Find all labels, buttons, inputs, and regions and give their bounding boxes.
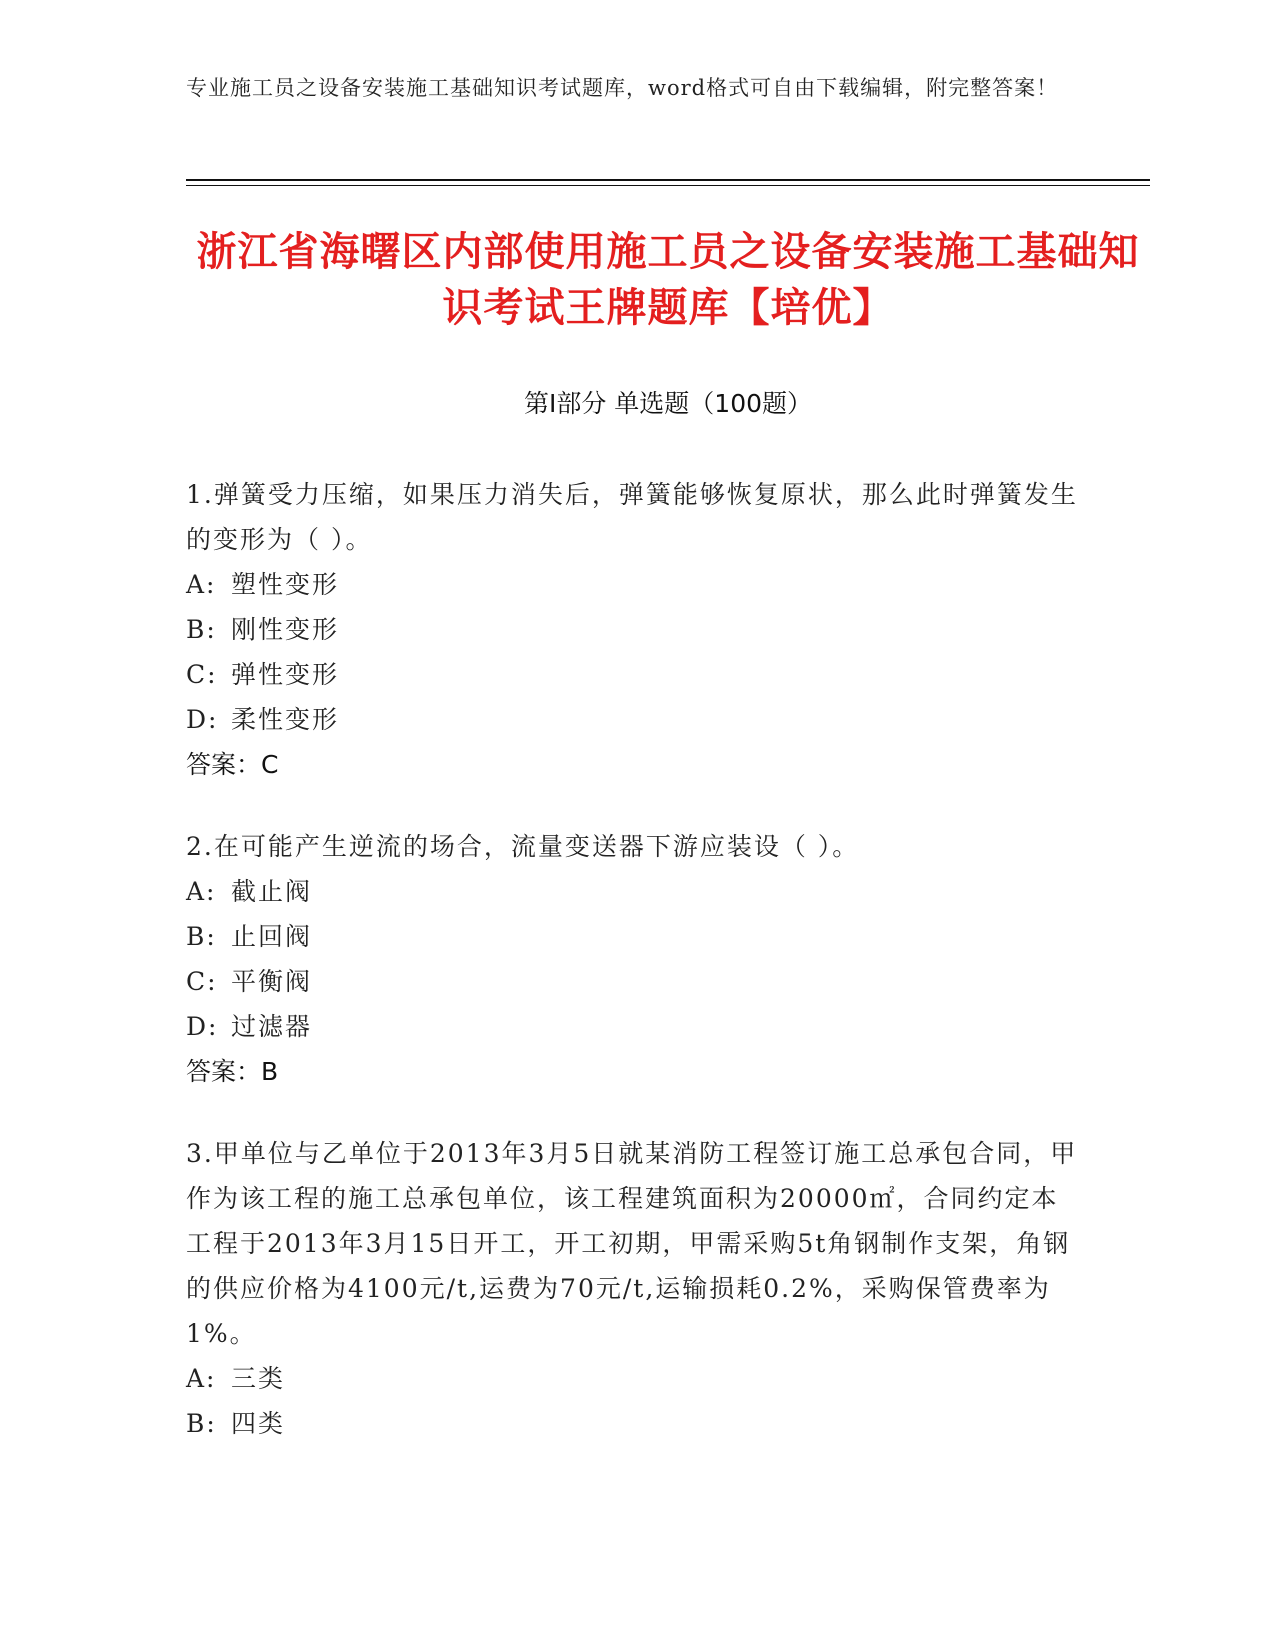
option-text: 止回阀 — [231, 922, 313, 951]
question-list — [186, 472, 1081, 1482]
option-text: 刚性变形 — [231, 615, 340, 644]
document-title: 浙江省海曙区内部使用施工员之设备安装施工基础知识考试王牌题库【培优】 — [196, 229, 1140, 331]
option-key: B: — [186, 615, 217, 644]
option-text: 柔性变形 — [231, 705, 340, 734]
option-text: 过滤器 — [231, 1012, 313, 1041]
option-key: D: — [186, 705, 219, 734]
option-text: 截止阀 — [231, 877, 313, 906]
question-1 — [186, 472, 1081, 788]
option-text: 平衡阀 — [231, 967, 313, 996]
option-b — [186, 914, 1081, 959]
option-text: 四类 — [231, 1409, 286, 1438]
option-c — [186, 652, 1081, 697]
option-a — [186, 869, 1081, 914]
header-rule-thin — [186, 185, 1150, 186]
section-title: 第I部分 单选题（100题） — [523, 389, 813, 418]
option-key: A: — [186, 1364, 217, 1393]
option-key: A: — [186, 877, 217, 906]
header-note: 专业施工员之设备安装施工基础知识考试题库，word格式可自由下载编辑，附完整答案！ — [186, 76, 1059, 100]
option-key: C: — [186, 660, 218, 689]
answer-line: 答案：C — [186, 750, 279, 779]
answer-line: 答案：B — [186, 1057, 279, 1086]
question-3 — [186, 1131, 1081, 1446]
option-text: 塑性变形 — [231, 570, 340, 599]
option-b — [186, 607, 1081, 652]
option-a — [186, 1356, 1081, 1401]
question-stem: 2.在可能产生逆流的场合，流量变送器下游应装设（ ）。 — [186, 832, 860, 861]
option-key: D: — [186, 1012, 219, 1041]
option-text: 三类 — [231, 1364, 286, 1393]
option-b — [186, 1401, 1081, 1446]
option-key: C: — [186, 967, 218, 996]
option-text: 弹性变形 — [231, 660, 340, 689]
option-key: B: — [186, 1409, 217, 1438]
header-rule-thick — [186, 179, 1150, 181]
option-key: B: — [186, 922, 217, 951]
question-stem: 3.甲单位与乙单位于2013年3月5日就某消防工程签订施工总承包合同，甲作为该工程的施工总承包单位，该工程建筑面积为20000㎡，合同约定本工程于2013年3月15日开工，开工初期，甲需采购5t角钢制作支架，角钢的供应价格为4100元/t,运费为70元/t,运输损耗0.2%，采购保管费率为1%。 — [186, 1139, 1078, 1348]
option-key: A: — [186, 570, 217, 599]
question-stem: 1.弹簧受力压缩，如果压力消失后，弹簧能够恢复原状，那么此时弹簧发生的变形为（ ）。 — [186, 480, 1078, 554]
question-2 — [186, 824, 1081, 1095]
option-d — [186, 1004, 1081, 1049]
option-a — [186, 562, 1081, 607]
option-c — [186, 959, 1081, 1004]
option-d — [186, 697, 1081, 742]
